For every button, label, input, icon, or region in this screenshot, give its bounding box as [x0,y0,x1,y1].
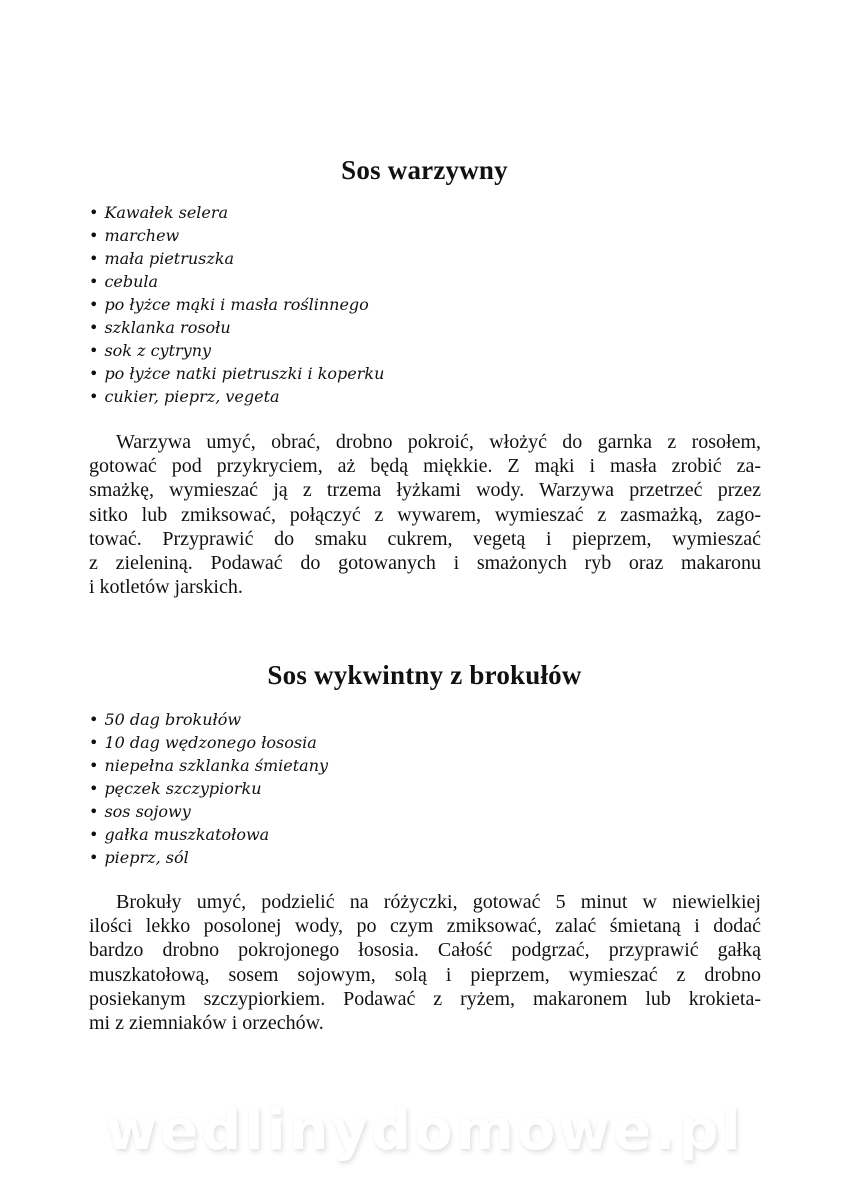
bullet-icon: • [89,318,99,337]
instructions-sos-warzywny: Warzywa umyć, obrać, drobno pokroić, włożyć do garnka z rosołem, gotować pod przykryciem, aż będą miękkie. Z mąki i masła zrobić za- smażkę, wymieszać ją z trzema łyżkami wody. Warzywa przetrzeć przez sitko lub zmiksować, połączyć z wywarem, wymieszać z zasmażką, zago- tować. Przyprawić do smaku cukrem, vegetą i pieprzem, wymieszać z zieleniną. Podawać do gotowanych i smażonych ryb oraz makaronu i kotletów jarskich. [89,431,761,599]
ingredient-item: • po łyżce mąki i masła roślinnego [89,295,369,314]
instructions-sos-wykwintny: Brokuły umyć, podzielić na różyczki, gotować 5 minut w niewielkiej ilości lekko posolonej wody, po czym zmiksować, zalać śmietaną i dodać bardzo drobno pokrojonego łososia. Całość podgrzać, przyprawić gałką muszkatołową, sosem sojowym, solą i pieprzem, wymieszać z drobno posiekanym szczypiorkiem. Podawać z ryżem, makaronem lub krokieta- mi z ziemniaków i orzechów. [89,891,761,1035]
ingredient-item: • gałka muszkatołowa [89,825,270,844]
recipe-title-sos-wykwintny: Sos wykwintny z brokułów [267,660,582,690]
ingredients-list-sos-warzywny [89,201,384,408]
bullet-icon: • [89,226,99,245]
ingredient-item: • 10 dag wędzonego łososia [89,733,317,752]
ingredient-item: • niepełna szklanka śmietany [89,756,329,775]
ingredient-item: • pęczek szczypiorku [89,779,262,798]
ingredients-list-sos-wykwintny [89,708,328,869]
ingredient-item: • sok z cytryny [89,341,212,360]
bullet-icon: • [89,295,99,314]
bullet-icon: • [89,272,99,291]
bullet-icon: • [89,203,99,222]
bullet-icon: • [89,779,99,798]
ingredient-item: • pieprz, sól [89,848,189,867]
ingredient-item: • 50 dag brokułów [89,710,242,729]
watermark: wedlinydomowe.pl [105,1098,744,1163]
bullet-icon: • [89,341,99,360]
bullet-icon: • [89,364,99,383]
ingredient-item: • cukier, pieprz, vegeta [89,387,280,406]
bullet-icon: • [89,249,99,268]
bullet-icon: • [89,710,99,729]
bullet-icon: • [89,756,99,775]
ingredient-item: • po łyżce natki pietruszki i koperku [89,364,385,383]
ingredient-item: • marchew [89,226,180,245]
ingredient-item: • mała pietruszka [89,249,235,268]
bullet-icon: • [89,825,99,844]
ingredient-item: • cebula [89,272,159,291]
ingredient-item: • szklanka rosołu [89,318,231,337]
bullet-icon: • [89,387,99,406]
ingredient-item: • Kawałek selera [89,203,229,222]
bullet-icon: • [89,733,99,752]
bullet-icon: • [89,848,99,867]
recipe-title-sos-warzywny: Sos warzywny [341,155,508,185]
ingredient-item: • sos sojowy [89,802,191,821]
bullet-icon: • [89,802,99,821]
